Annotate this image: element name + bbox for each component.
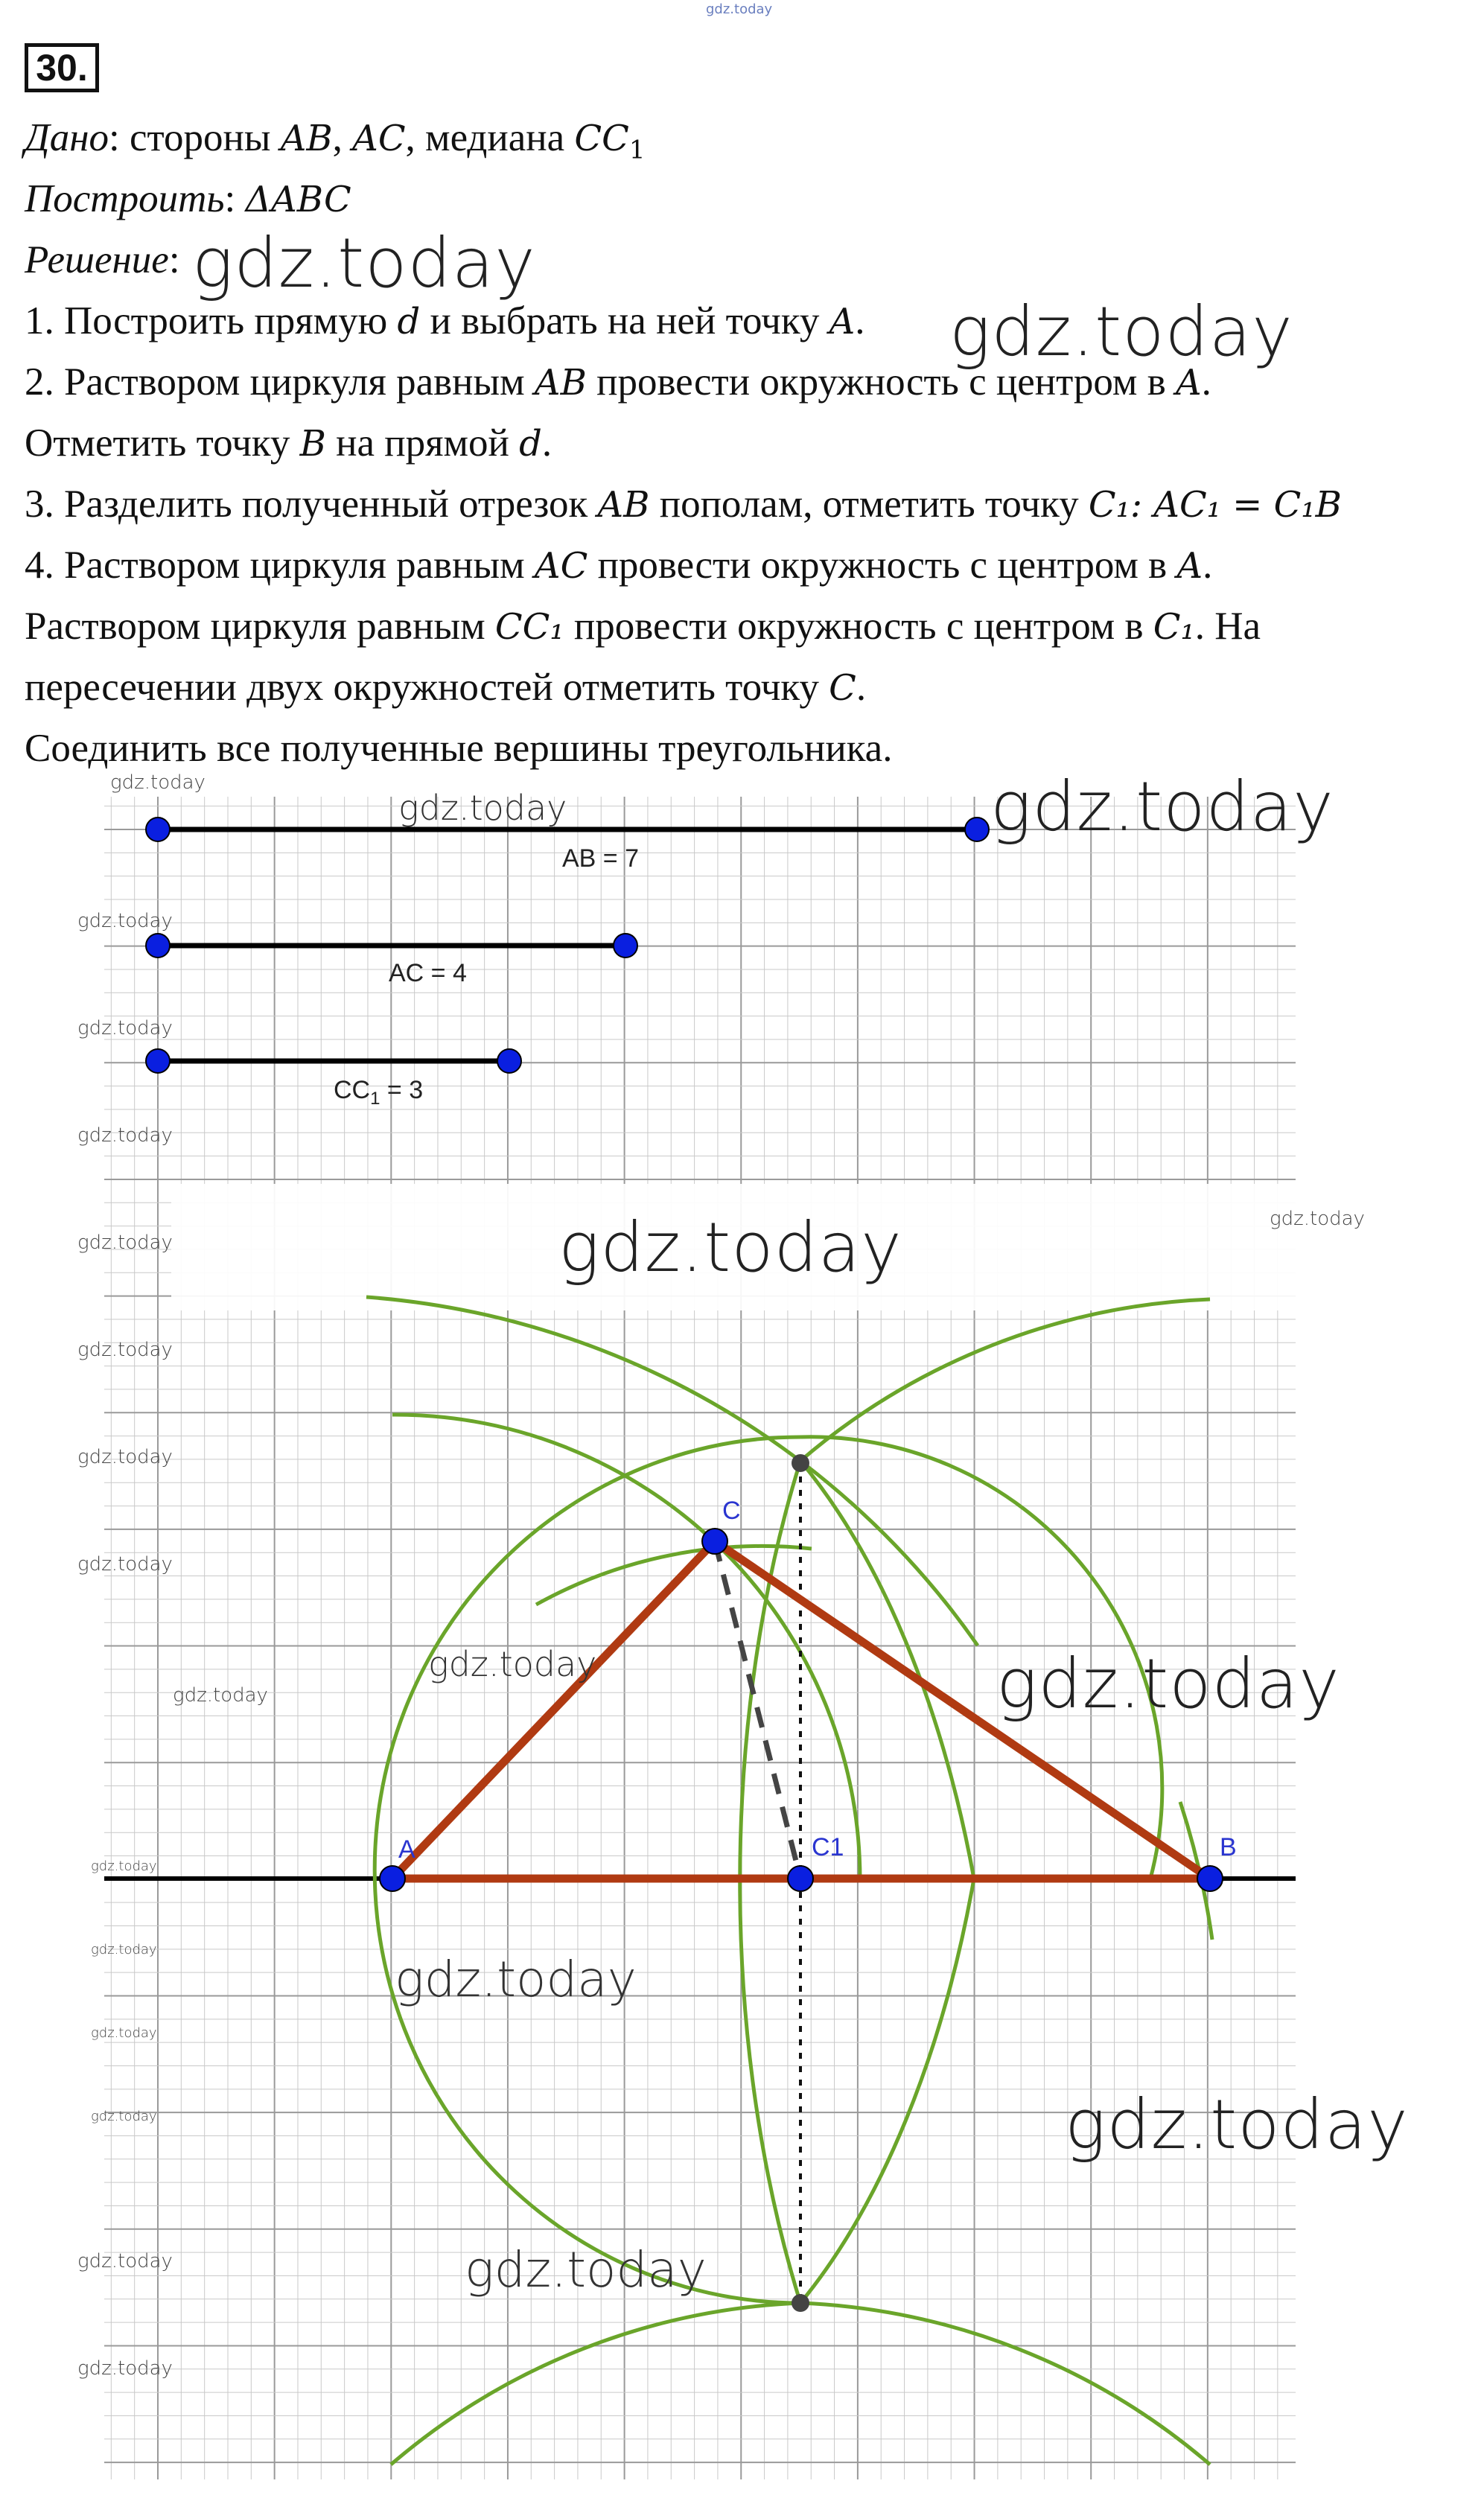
watermark-26: gdz.today: [77, 2357, 173, 2380]
given-text: стороны: [130, 116, 271, 159]
point-c1-label: C1: [812, 1833, 844, 1861]
given-label: Дано: [25, 116, 109, 159]
watermark-16: gdz.today: [173, 1684, 268, 1707]
watermark-3: gdz.today: [110, 771, 206, 794]
watermark-7: gdz.today: [77, 1017, 173, 1039]
point-a: [380, 1866, 405, 1891]
step-3: 3. Разделить полученный отрезок AB пополам, отметить точку C₁: AC₁ = C₁B: [25, 482, 1342, 526]
watermark-17: gdz.today: [996, 1644, 1340, 1724]
point-a-label: A: [398, 1835, 415, 1864]
watermark-5: gdz.today: [990, 767, 1334, 847]
segment-ab-start: [146, 818, 170, 841]
watermark-23: gdz.today: [1065, 2085, 1409, 2164]
arc-top-right: [800, 1299, 1210, 1461]
intersection-top: [792, 1454, 809, 1472]
given-line: Дано: стороны AB, AC, медиана $CC_1$: [25, 116, 646, 165]
point-c1: [788, 1866, 813, 1891]
step-2: 2. Раствором циркуля равным AB провести окружность с центром в A.: [25, 360, 1211, 404]
grid: [104, 797, 1296, 2479]
watermark-25: gdz.today: [465, 2241, 707, 2298]
arc-bottom-right: [800, 2303, 1210, 2465]
watermark-20: gdz.today: [91, 1942, 157, 1957]
step-4b: Раствором циркуля равным CC₁ провести окружность с центром в C₁. На: [25, 605, 1261, 648]
segment-cc1-start: [146, 1049, 170, 1073]
watermark-2: gdz.today: [949, 292, 1293, 372]
watermark-top: gdz.today: [706, 1, 773, 17]
watermark-19: gdz.today: [395, 1951, 637, 2008]
point-c: [702, 1529, 727, 1554]
solution-line: Решение:: [25, 238, 180, 281]
step-1: 1. Построить прямую d и выбрать на ней точку A.: [25, 299, 865, 343]
segment-cc1-label: $CC_1 = 3$: [334, 1076, 424, 1109]
construct-target: ΔABC: [245, 179, 351, 220]
watermark-12: gdz.today: [77, 1339, 173, 1361]
watermark-13: gdz.today: [77, 1446, 173, 1468]
point-b: [1197, 1866, 1223, 1891]
watermark-14: gdz.today: [77, 1553, 173, 1576]
segment-ac-label: AC = 4: [389, 959, 467, 987]
segment-ab-label: AB = 7: [562, 844, 640, 873]
watermark-15: gdz.today: [428, 1644, 597, 1684]
point-c-label: C: [722, 1497, 741, 1525]
watermark-22: gdz.today: [91, 2109, 157, 2124]
segment-ac-start: [146, 934, 170, 958]
median-cc1: $CC_1$: [574, 118, 646, 165]
step-5: Соединить все полученные вершины треугольника.: [25, 727, 893, 770]
watermark-11: gdz.today: [1270, 1208, 1365, 1230]
median-label: медиана: [425, 116, 565, 159]
watermark-8: gdz.today: [77, 1124, 173, 1147]
construct-line: Построить: ΔABC: [25, 177, 351, 220]
segment-ac-end: [614, 934, 637, 958]
side-ac: AC: [352, 118, 406, 159]
problem-number: 30.: [25, 43, 99, 92]
watermark-18: gdz.today: [91, 1858, 157, 1874]
step-2b: Отметить точку B на прямой d.: [25, 421, 552, 465]
solution-label: Решение: [25, 238, 169, 281]
arc-bottom-left: [391, 2303, 800, 2465]
watermark-9: gdz.today: [77, 1232, 173, 1254]
step-4c: пересечении двух окружностей отметить точку C.: [25, 666, 867, 709]
watermark-4: gdz.today: [398, 788, 567, 828]
given-segments: [146, 818, 989, 1109]
step-4: 4. Раствором циркуля равным AC провести окружность с центром в A.: [25, 544, 1213, 587]
intersection-bottom: [792, 2294, 809, 2312]
watermark-21: gdz.today: [91, 2025, 157, 2041]
segment-cc1-end: [497, 1049, 521, 1073]
watermark-24: gdz.today: [77, 2250, 173, 2272]
side-ab: AB: [280, 118, 333, 159]
construct-label: Построить: [25, 177, 225, 220]
segment-ab-end: [965, 818, 989, 841]
watermark-6: gdz.today: [77, 910, 173, 932]
watermark-10: gdz.today: [558, 1208, 902, 1287]
point-b-label: B: [1220, 1833, 1237, 1861]
watermark-1: gdz.today: [192, 223, 536, 303]
side-ac: [392, 1541, 715, 1879]
